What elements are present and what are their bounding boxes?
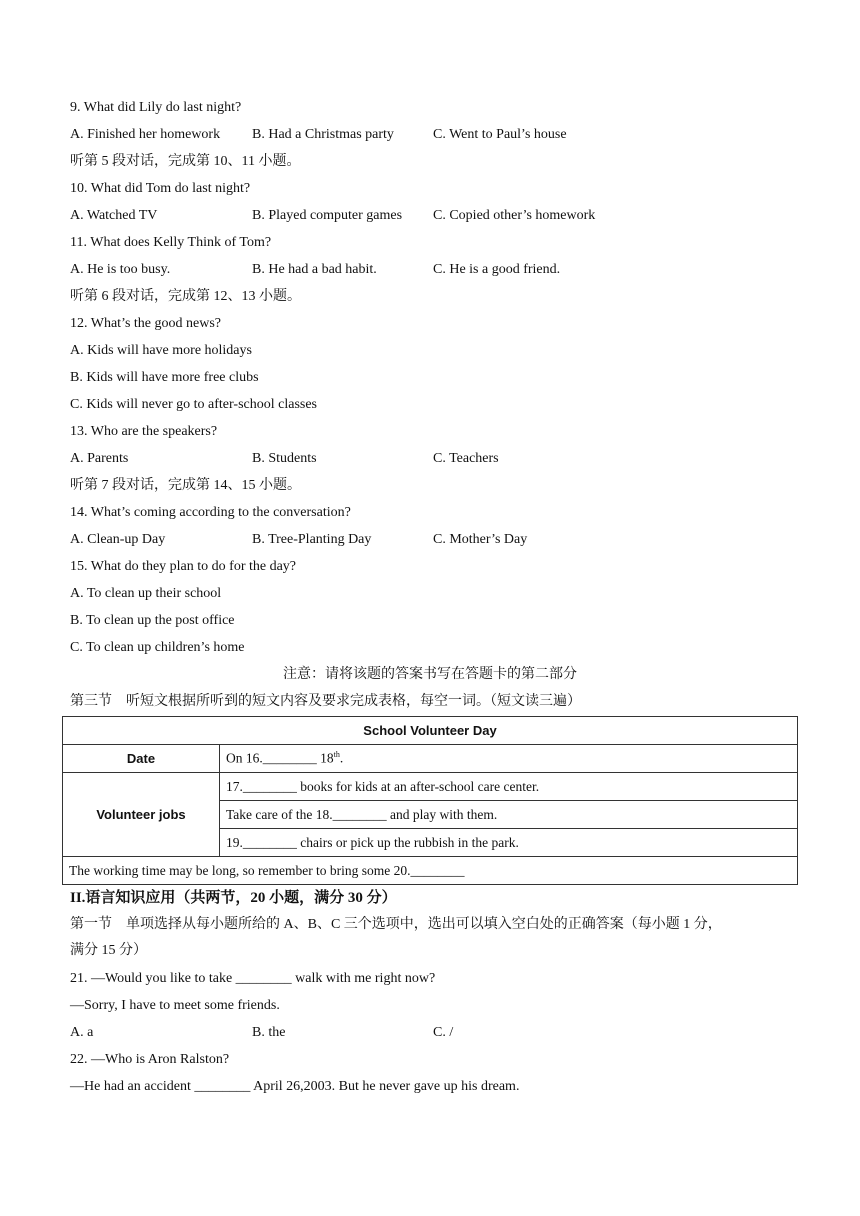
job-17: 17.________ books for kids at an after-school care center. [220,773,798,801]
question-12-option-a: A. Kids will have more holidays [70,343,252,358]
option-a: A. Clean-up Day [70,532,166,547]
volunteer-table [62,716,798,885]
question-14: 14. What’s coming according to the conversation? [70,505,351,520]
job-18: Take care of the 18.________ and play with them. [220,801,798,829]
question-11: 11. What does Kelly Think of Tom? [70,235,272,250]
question-21-reply: —Sorry, I have to meet some friends. [70,998,280,1013]
job-19: 19.________ chairs or pick up the rubbish in the park. [220,829,798,857]
option-c: C. Went to Paul’s house [433,127,567,142]
option-b: B. Tree-Planting Day [252,532,372,547]
option-c: C. / [433,1025,454,1040]
question-10: 10. What did Tom do last night? [70,181,251,196]
question-13: 13. Who are the speakers? [70,424,218,439]
option-c: C. Teachers [433,451,499,466]
answer-notice: 注意：请将该题的答案书写在答题卡的第二部分 [283,667,577,682]
option-b: B. Had a Christmas party [252,127,394,142]
part-2-instruction-line-1: 第一节 单项选择从每小题所给的 A、B、C 三个选项中，选出可以填入空白处的正确答案（每小题 1 分， [70,917,722,932]
date-label: Date [63,745,220,773]
option-b: B. Played computer games [252,208,403,223]
question-22-reply: —He had an accident ________ April 26,2003. But he never gave up his dream. [70,1079,520,1094]
instruction-dialogue-5: 听第 5 段对话，完成第 10、11 小题。 [70,154,301,169]
question-12-option-b: B. Kids will have more free clubs [70,370,259,385]
table-title: School Volunteer Day [63,717,798,745]
instruction-dialogue-7: 听第 7 段对话，完成第 14、15 小题。 [70,478,301,493]
option-a: A. a [70,1025,94,1040]
option-b: B. Students [252,451,317,466]
question-12: 12. What’s the good news? [70,316,221,331]
date-value: On 16.________ 18th. [220,745,798,773]
section-3-instruction: 第三节 听短文根据所听到的短文内容及要求完成表格，每空一词。（短文读三遍） [70,694,581,709]
option-c: C. He is a good friend. [433,262,561,277]
question-22: 22. —Who is Aron Ralston? [70,1052,230,1067]
option-b: B. He had a bad habit. [252,262,377,277]
option-a: A. He is too busy. [70,262,171,277]
option-a: A. Finished her homework [70,127,221,142]
option-b: B. the [252,1025,286,1040]
option-a: A. Parents [70,451,129,466]
option-c: C. Copied other’s homework [433,208,596,223]
option-c: C. Mother’s Day [433,532,528,547]
question-9: 9. What did Lily do last night? [70,100,242,115]
question-15-option-c: C. To clean up children’s home [70,640,245,655]
question-12-option-c: C. Kids will never go to after-school classes [70,397,317,412]
part-2-title: II.语言知识应用（共两节，20 小题，满分 30 分） [70,890,397,906]
question-21: 21. —Would you like to take ________ walk with me right now? [70,971,436,986]
option-a: A. Watched TV [70,208,158,223]
part-2-instruction-line-2: 满分 15 分） [70,943,147,958]
question-15-option-a: A. To clean up their school [70,586,222,601]
volunteer-jobs-label: Volunteer jobs [63,773,220,857]
table-footer: The working time may be long, so remember to bring some 20.________ [63,857,798,885]
instruction-dialogue-6: 听第 6 段对话，完成第 12、13 小题。 [70,289,301,304]
question-15: 15. What do they plan to do for the day? [70,559,297,574]
question-15-option-b: B. To clean up the post office [70,613,235,628]
